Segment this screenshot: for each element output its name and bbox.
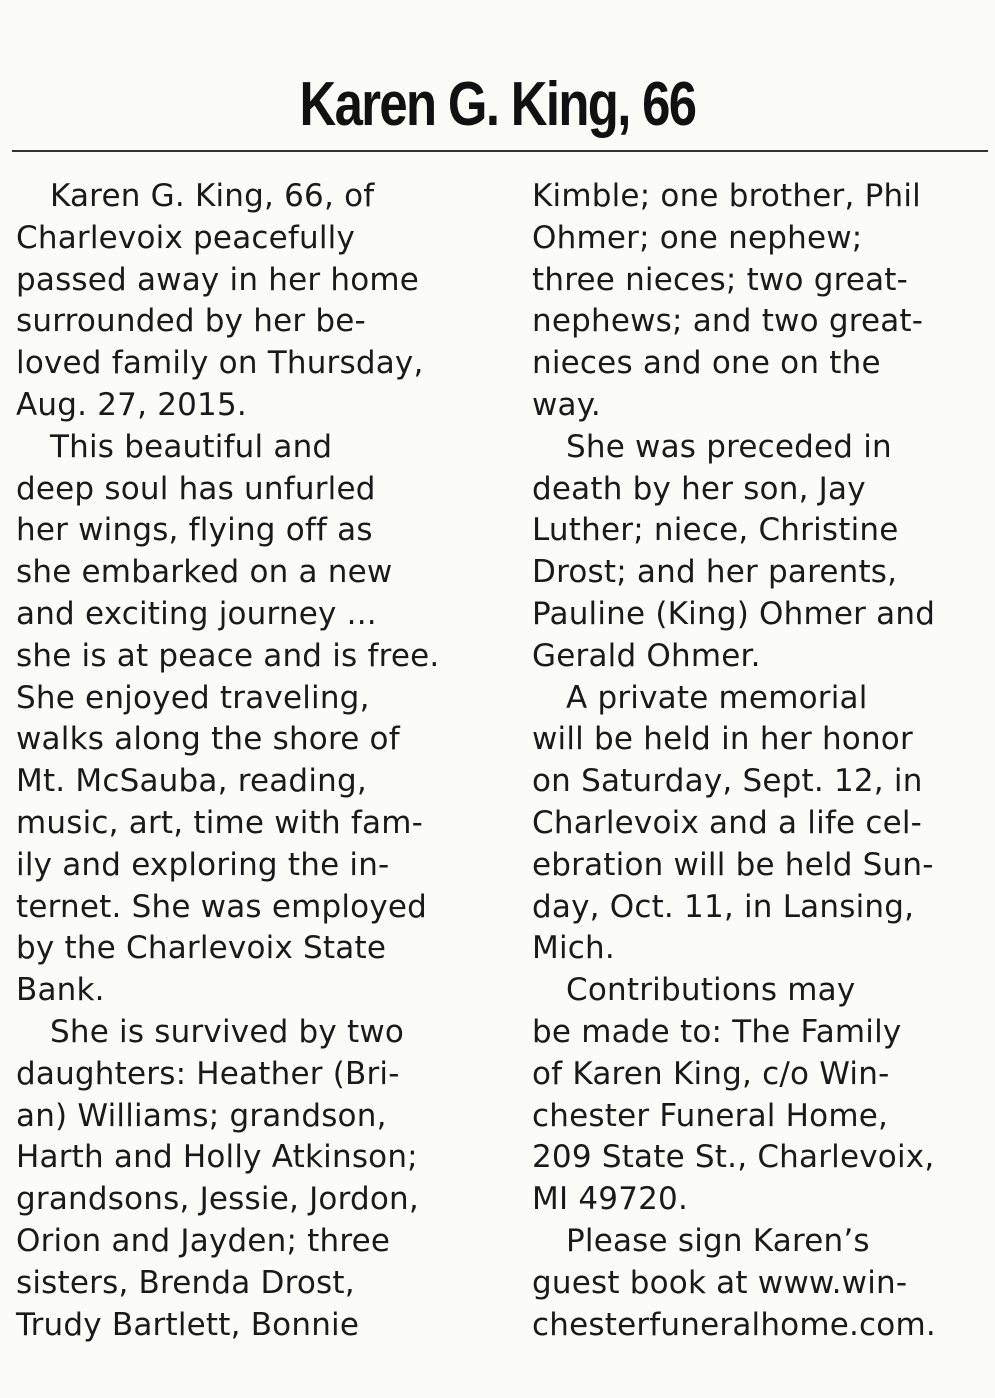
text-line: will be held in her honor bbox=[532, 721, 913, 758]
text-line: deep soul has unfurled bbox=[16, 470, 376, 507]
text-line: Aug. 27, 2015. bbox=[16, 386, 247, 423]
text-line: Mich. bbox=[532, 930, 615, 967]
text-line: She was preceded in bbox=[566, 428, 892, 465]
text-line: Charlevoix peacefully bbox=[16, 219, 356, 256]
headline-divider bbox=[12, 150, 988, 152]
text-line: ily and exploring the in- bbox=[16, 846, 390, 883]
text-line: Mt. McSauba, reading, bbox=[16, 763, 367, 800]
text-line: by the Charlevoix State bbox=[16, 930, 387, 967]
text-line: of Karen King, c/o Win- bbox=[532, 1055, 890, 1092]
text-line: surrounded by her be- bbox=[16, 303, 366, 340]
text-line: music, art, time with fam- bbox=[16, 804, 423, 841]
text-line: MI 49720. bbox=[532, 1181, 689, 1218]
text-line: Kimble; one brother, Phil bbox=[532, 178, 921, 214]
text-line: Harth and Holly Atkinson; bbox=[16, 1139, 418, 1176]
text-line: three nieces; two great- bbox=[532, 261, 909, 298]
text-line: Gerald Ohmer. bbox=[532, 637, 761, 674]
text-line: chesterfuneralhome.com. bbox=[532, 1306, 936, 1343]
text-line: ternet. She was employed bbox=[16, 888, 428, 925]
text-line: chester Funeral Home, bbox=[532, 1097, 889, 1134]
text-line: Trudy Bartlett, Bonnie bbox=[16, 1306, 360, 1343]
text-line: on Saturday, Sept. 12, in bbox=[532, 763, 923, 800]
text-line: Please sign Karen’s bbox=[566, 1222, 870, 1259]
text-line: Bank. bbox=[16, 972, 105, 1009]
text-line: Karen G. King, 66, of bbox=[50, 178, 375, 214]
text-line: She is survived by two bbox=[50, 1013, 405, 1050]
text-line: an) Williams; grandson, bbox=[16, 1097, 387, 1134]
text-line: day, Oct. 11, in Lansing, bbox=[532, 888, 915, 925]
text-line: be made to: The Family bbox=[532, 1013, 902, 1050]
text-line: nephews; and two great- bbox=[532, 303, 924, 340]
text-line: 209 State St., Charlevoix, bbox=[532, 1139, 935, 1176]
text-line: way. bbox=[532, 386, 601, 423]
text-line: She enjoyed traveling, bbox=[16, 679, 370, 716]
text-line: nieces and one on the bbox=[532, 345, 881, 382]
obituary-headline: Karen G. King, 66 bbox=[299, 70, 696, 139]
text-line: walks along the shore of bbox=[16, 721, 400, 758]
right-text-column bbox=[532, 176, 992, 1346]
text-line: ebration will be held Sun- bbox=[532, 846, 934, 883]
text-line: sisters, Brenda Drost, bbox=[16, 1264, 355, 1301]
text-line: loved family on Thursday, bbox=[16, 345, 424, 382]
text-line: her wings, flying off as bbox=[16, 512, 373, 549]
text-line: Orion and Jayden; three bbox=[16, 1222, 391, 1259]
text-line: she is at peace and is free. bbox=[16, 637, 440, 674]
text-line: Contributions may bbox=[566, 972, 856, 1009]
text-line: Charlevoix and a life cel- bbox=[532, 804, 923, 841]
text-line: guest book at www.win- bbox=[532, 1264, 908, 1301]
text-line: and exciting journey ... bbox=[16, 595, 377, 632]
text-line: grandsons, Jessie, Jordon, bbox=[16, 1181, 419, 1218]
text-line: This beautiful and bbox=[50, 428, 333, 465]
text-line: passed away in her home bbox=[16, 261, 420, 298]
text-line: A private memorial bbox=[566, 679, 868, 716]
text-line: Ohmer; one nephew; bbox=[532, 219, 863, 256]
text-line: Pauline (King) Ohmer and bbox=[532, 595, 936, 632]
left-text-column bbox=[16, 176, 486, 1346]
text-line: she embarked on a new bbox=[16, 554, 393, 591]
text-line: daughters: Heather (Bri- bbox=[16, 1055, 400, 1092]
text-line: death by her son, Jay bbox=[532, 470, 866, 507]
text-line: Luther; niece, Christine bbox=[532, 512, 899, 549]
text-line: Drost; and her parents, bbox=[532, 554, 898, 591]
